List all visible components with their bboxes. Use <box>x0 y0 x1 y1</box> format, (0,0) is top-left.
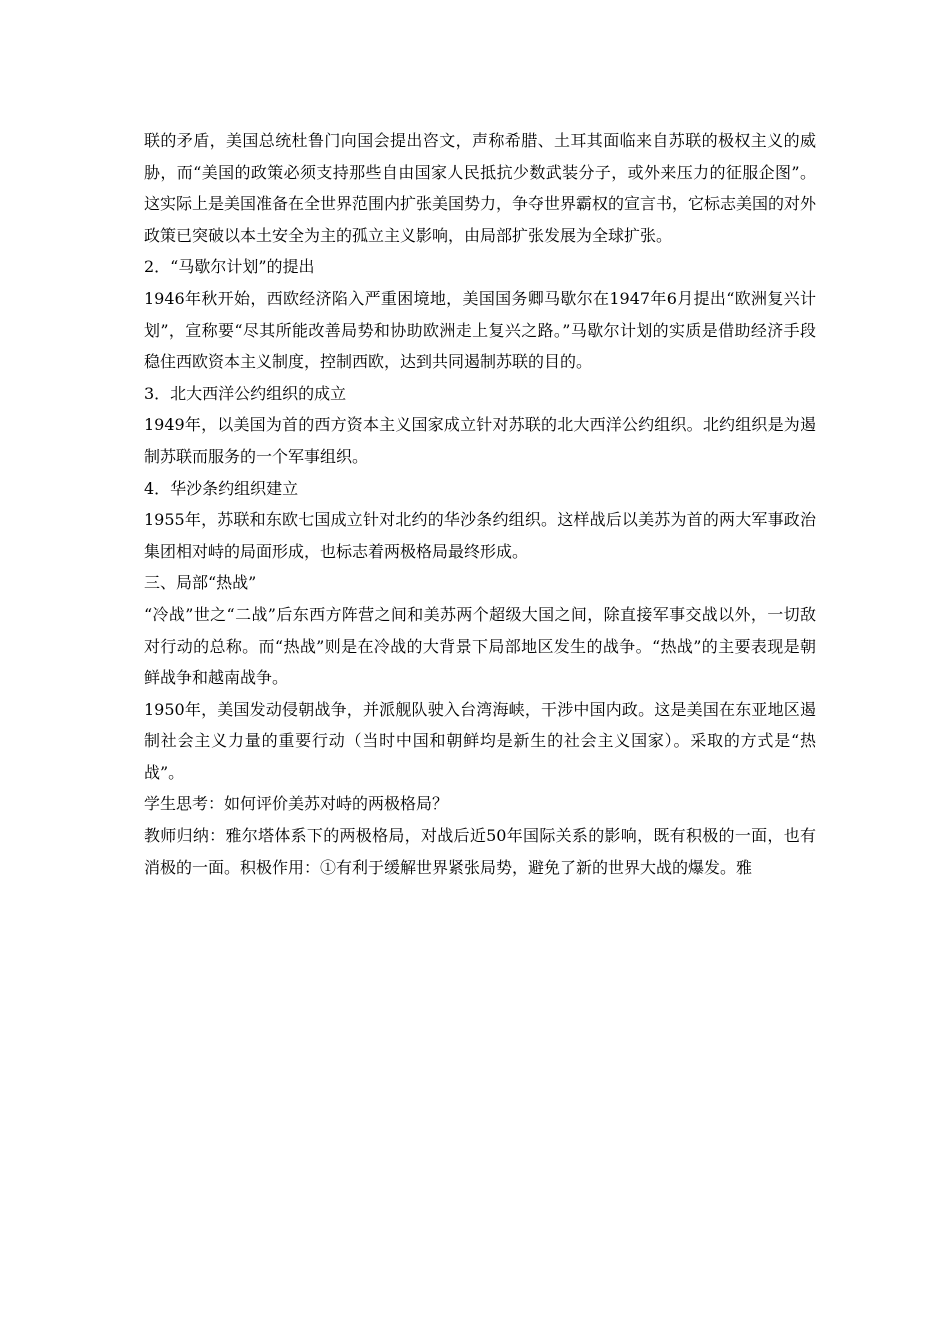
paragraph-truman-doctrine: 联的矛盾，美国总统杜鲁门向国会提出咨文，声称希腊、土耳其面临来自苏联的极权主义的威胁，而“美国的政策必须支持那些自由国家人民抵抗少数武装分子，或外来压力的征服企图”。这实际上是美国准备在全世界范围内扩张美国势力，争夺世界霸权的宣言书，它标志美国的对外政策已突破以本土安全为主的孤立主义影响，由局部扩张发展为全球扩张。 <box>144 131 817 245</box>
heading-marshall-plan: 2．“马歇尔计划”的提出 <box>144 257 315 277</box>
paragraph-warsaw-pact: 1955年，苏联和东欧七国成立针对北约的华沙条约组织。这样战后以美苏为首的两大军事政治集团相对峙的局面形成，也标志着两极格局最终形成。 <box>144 510 816 561</box>
paragraph-nato: 1949年，以美国为首的西方资本主义国家成立针对苏联的北大西洋公约组织。北约组织是为遏制苏联而服务的一个军事组织。 <box>144 415 816 466</box>
paragraph-student-question: 学生思考：如何评价美苏对峙的两极格局？ <box>144 794 449 814</box>
heading-warsaw-pact: 4．华沙条约组织建立 <box>144 478 299 498</box>
document-body <box>144 125 816 883</box>
heading-nato: 3．北大西洋公约组织的成立 <box>144 383 347 403</box>
heading-hot-war: 三、局部“热战” <box>144 573 257 593</box>
paragraph-korean-war: 1950年，美国发动侵朝战争，并派舰队驶入台湾海峡，干涉中国内政。这是美国在东亚地区遏制社会主义力量的重要行动（当时中国和朝鲜均是新生的社会主义国家）。采取的方式是“热战”。 <box>144 699 816 782</box>
paragraph-teacher-summary: 教师归纳：雅尔塔体系下的两极格局，对战后近50年国际关系的影响，既有积极的一面，也有消极的一面。积极作用：①有利于缓解世界紧张局势，避免了新的世界大战的爆发。雅 <box>144 826 816 877</box>
paragraph-cold-war-definition: “冷战”世之“二战”后东西方阵营之间和美苏两个超级大国之间，除直接军事交战以外，一切敌对行动的总称。而“热战”则是在冷战的大背景下局部地区发生的战争。“热战”的主要表现是朝鲜战争和越南战争。 <box>144 604 816 688</box>
paragraph-marshall-plan: 1946年秋开始，西欧经济陷入严重困境地，美国国务卿马歇尔在1947年6月提出“欧洲复兴计划”，宣称要“尽其所能改善局势和协助欧洲走上复兴之路。”马歇尔计划的实质是借助经济手段稳住西欧资本主义制度，控制西欧，达到共同遏制苏联的目的。 <box>144 288 816 372</box>
